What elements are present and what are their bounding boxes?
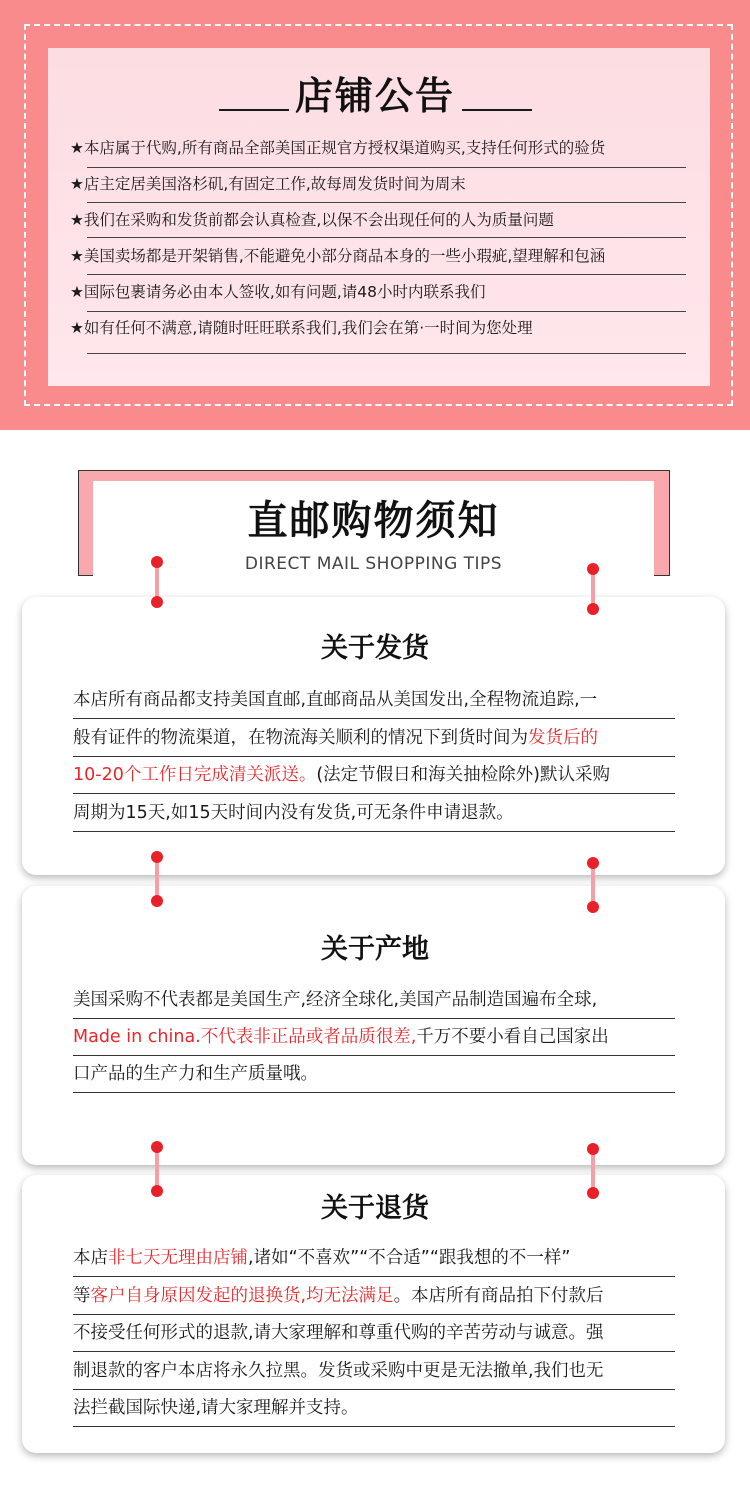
section-header-subtitle: DIRECT MAIL SHOPPING TIPS <box>244 554 503 574</box>
notice-item-rule <box>87 237 686 238</box>
card-origin-line-rule <box>73 1055 675 1056</box>
body-text: 千万不要小看自己国家出 <box>416 1027 609 1047</box>
notice-title: 店铺公告 <box>294 74 455 118</box>
body-text: ,诸如“不喜欢”“不合适”“跟我想的不一样” <box>248 1248 571 1268</box>
connector-pin-right <box>586 1143 600 1199</box>
body-text: 口产品的生产力和生产质量哦。 <box>73 1064 318 1084</box>
card-returns-title: 关于退货 <box>321 1193 429 1224</box>
connector-pin-right <box>586 857 600 913</box>
body-text: 美国采购不代表都是美国生产,经济全球化,美国产品制造国遍布全球, <box>73 990 598 1010</box>
highlighted-text: 客户自身原因发起的退换货,均无法满足 <box>90 1285 394 1306</box>
card-shipping-paragraph-line <box>73 726 675 750</box>
notice-item-rule <box>87 353 686 354</box>
highlighted-text: Made in china.不代表非正品或者品质很差, <box>73 1027 417 1047</box>
body-text: 等 <box>73 1285 91 1306</box>
notice-item: ★如有任何不满意,请随时旺旺联系我们,我们会在第·一时间为您处理 <box>70 319 533 337</box>
card-origin-paragraph-line <box>73 1025 675 1049</box>
section-header-title: 直邮购物须知 <box>247 498 500 544</box>
highlighted-text: 10-20个工作日完成清关派送。 <box>73 765 317 785</box>
card-origin-line-rule <box>73 1018 675 1019</box>
notice-item: ★本店属于代购,所有商品全部美国正规官方授权渠道购买,支持任何形式的验货 <box>70 139 606 157</box>
card-shipping-paragraph-line <box>73 763 675 787</box>
body-text: 不接受任何形式的退款,请大家理解和尊重代购的辛苦劳动与诚意。强 <box>73 1323 604 1343</box>
card-shipping-line-rule <box>73 831 675 832</box>
card-returns-line-rule <box>73 1351 675 1352</box>
connector-pin-left <box>150 851 164 907</box>
card-returns-paragraph-line <box>73 1396 675 1420</box>
body-text: 般有证件的物流渠道，在物流海关顺利的情况下到货时间为 <box>73 727 528 748</box>
body-text: 本店所有商品都支持美国直邮,直邮商品从美国发出,全程物流追踪,一 <box>73 690 598 710</box>
card-shipping-line-rule <box>73 793 675 794</box>
body-text: 制退款的客户本店将永久拉黑。发货或采购中更是无法撤单,我们也无 <box>73 1360 604 1381</box>
notice-item: ★我们在采购和发货前都会认真检查,以保不会出现任何的人为质量问题 <box>70 211 554 229</box>
connector-pin-right <box>586 563 600 615</box>
body-text: 周期为15天,如15天时间内没有发货,可无条件申请退款。 <box>73 802 514 823</box>
card-returns-paragraph-line <box>73 1359 675 1383</box>
card-origin-paragraph-line <box>73 1062 675 1086</box>
highlighted-text: 非七天无理由店铺 <box>108 1248 248 1268</box>
card-origin-paragraph-line <box>73 988 675 1012</box>
card-shipping-line-rule <box>73 756 675 757</box>
card-returns-paragraph-line <box>73 1246 675 1270</box>
card-returns-line-rule <box>73 1389 675 1390</box>
notice-item-rule <box>87 202 686 203</box>
notice-item-rule <box>87 274 686 275</box>
notice-item-rule <box>87 311 686 312</box>
body-text: 本店 <box>73 1248 108 1268</box>
card-returns-line-rule <box>73 1426 675 1427</box>
body-text: 。本店所有商品拍下付款后 <box>393 1285 604 1306</box>
card-returns-paragraph-line <box>73 1321 675 1345</box>
card-returns-line-rule <box>73 1276 675 1277</box>
card-shipping-paragraph-line <box>73 801 675 825</box>
card-shipping-paragraph-line <box>73 688 675 712</box>
card-shipping-line-rule <box>73 718 675 719</box>
body-text: (法定节假日和海关抽检除外)默认采购 <box>316 765 611 785</box>
connector-pin-left <box>150 556 164 608</box>
notice-item: ★店主定居美国洛杉矶,有固定工作,故每周发货时间为周末 <box>70 175 466 193</box>
notice-item: ★国际包裹请务必由本人签收,如有问题,请48小时内联系我们 <box>70 283 486 301</box>
connector-pin-left <box>150 1141 164 1197</box>
notice-item-rule <box>87 167 686 168</box>
card-returns-paragraph-line <box>73 1284 675 1308</box>
notice-item: ★美国卖场都是开架销售,不能避免小部分商品本身的一些小瑕疵,望理解和包涵 <box>70 247 606 265</box>
body-text: 法拦截国际快递,请大家理解并支持。 <box>73 1398 359 1418</box>
card-origin-line-rule <box>73 1092 675 1093</box>
card-shipping-title: 关于发货 <box>321 633 429 664</box>
highlighted-text: 发货后的 <box>528 727 598 748</box>
card-origin-title: 关于产地 <box>321 934 429 965</box>
card-returns-line-rule <box>73 1314 675 1315</box>
